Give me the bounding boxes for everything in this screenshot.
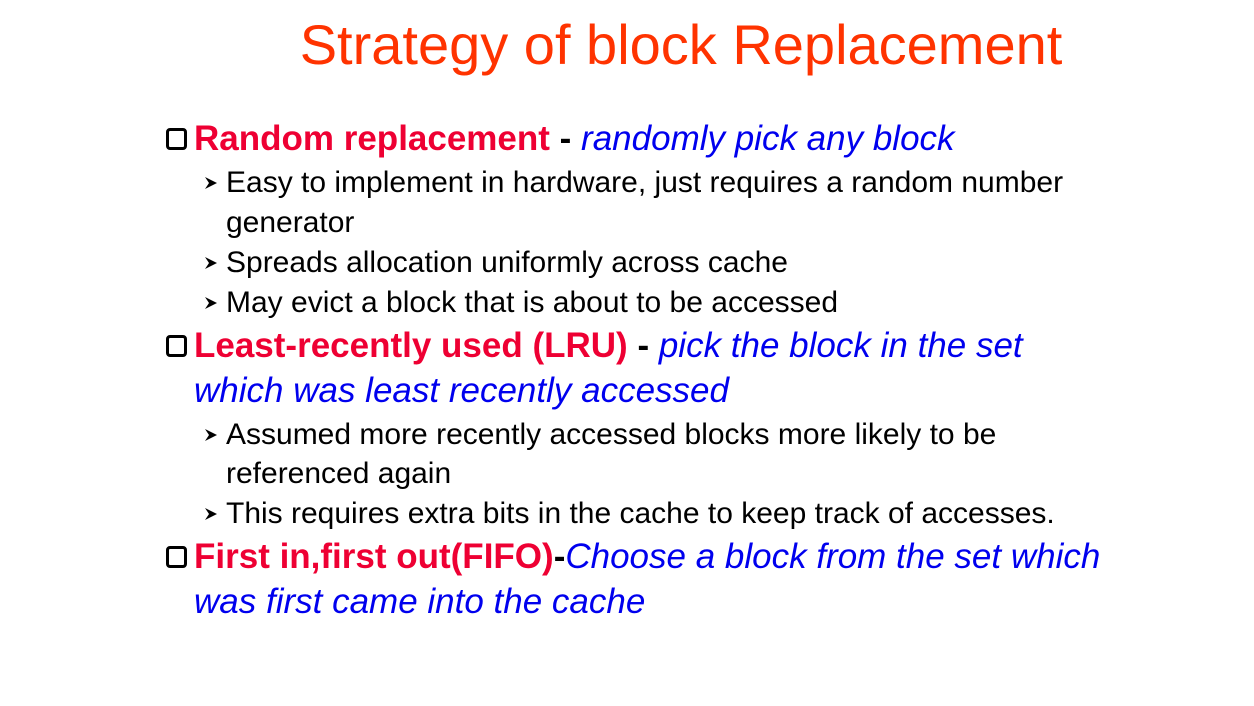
arrow-bullet-icon [204, 507, 218, 521]
subpoint-list-lru [165, 415, 1105, 534]
subpoint [165, 283, 1105, 323]
bullet-description: randomly pick any block [581, 119, 955, 158]
arrow-bullet-icon [204, 176, 218, 190]
slide-content [165, 116, 1105, 625]
subpoint-text: Easy to implement in hardware, just requires a random number generator [226, 166, 1064, 239]
bullet-separator: - [553, 537, 566, 576]
bullet-lru [165, 323, 1105, 413]
checkbox-bullet-icon [166, 335, 187, 357]
bullet-separator: - [549, 119, 582, 158]
bullet-heading: First in,first out(FIFO) [194, 537, 554, 576]
subpoint-text: Spreads allocation uniformly across cache [226, 245, 788, 279]
subpoint-text: Assumed more recently accessed blocks more likely to be referenced again [226, 417, 997, 490]
checkbox-bullet-icon [166, 546, 187, 568]
subpoint-text: May evict a block that is about to be accessed [226, 285, 838, 319]
subpoint [165, 163, 1105, 242]
subpoint [165, 494, 1105, 534]
bullet-fifo [165, 534, 1105, 624]
bullet-description: Choose a block from the set which was first came into the cache [194, 537, 1101, 621]
bullet-description: pick the block in the set which was least recently accessed [194, 325, 1023, 410]
bullet-separator: - [627, 325, 659, 365]
arrow-bullet-icon [204, 296, 218, 310]
subpoint [165, 243, 1105, 283]
subpoint [165, 415, 1105, 494]
bullet-heading: Least-recently used (LRU) [194, 325, 628, 365]
arrow-bullet-icon [204, 256, 218, 270]
bullet-heading: Random replacement [194, 119, 550, 158]
subpoint-text: This requires extra bits in the cache to keep track of accesses. [226, 497, 1055, 530]
arrow-bullet-icon [204, 428, 218, 442]
checkbox-bullet-icon [166, 128, 187, 150]
slide-title: Strategy of block Replacement [299, 13, 1063, 76]
bullet-random-replacement [165, 116, 1105, 161]
subpoint-list-random [165, 163, 1105, 322]
